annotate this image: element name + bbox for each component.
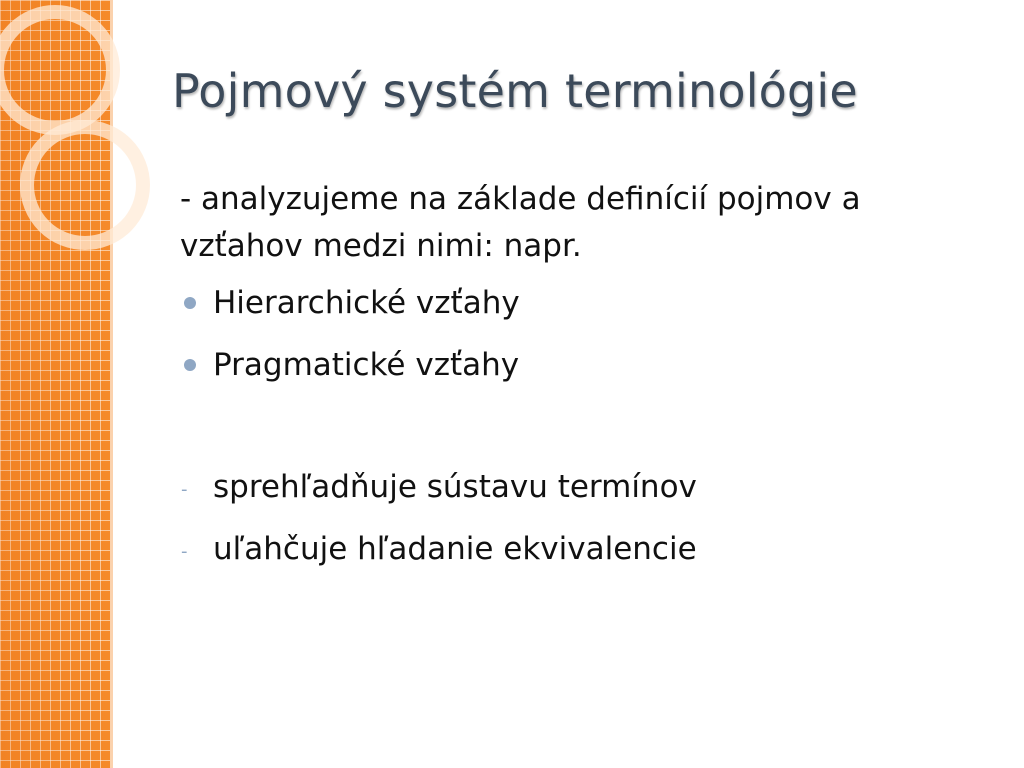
- bullet-label: Pragmatické vzťahy: [213, 347, 520, 384]
- dash-list: [180, 462, 980, 586]
- bullet-list: [180, 278, 980, 402]
- dash-label: uľahčuje hľadanie ekvivalencie: [213, 531, 697, 568]
- dash-label: sprehľadňuje sústavu termínov: [213, 469, 697, 506]
- bullet-dot-icon: [184, 359, 196, 371]
- dash-item: [180, 462, 980, 524]
- slide-body: [180, 176, 980, 586]
- bullet-item: [180, 340, 980, 402]
- bullet-dot-icon: [184, 297, 196, 309]
- dash-marker-icon: -: [181, 541, 188, 563]
- intro-text: - analyzujeme na základe definícií pojmov a vzťahov medzi nimi: napr.: [180, 181, 861, 265]
- bullet-item: [180, 278, 980, 340]
- dash-item: [180, 524, 980, 586]
- slide-title: Pojmový systém terminológie: [172, 64, 858, 118]
- dash-marker-icon: -: [181, 479, 188, 501]
- bullet-label: Hierarchické vzťahy: [213, 285, 520, 322]
- spacer: [180, 402, 980, 462]
- decorative-circles-icon: [0, 0, 160, 260]
